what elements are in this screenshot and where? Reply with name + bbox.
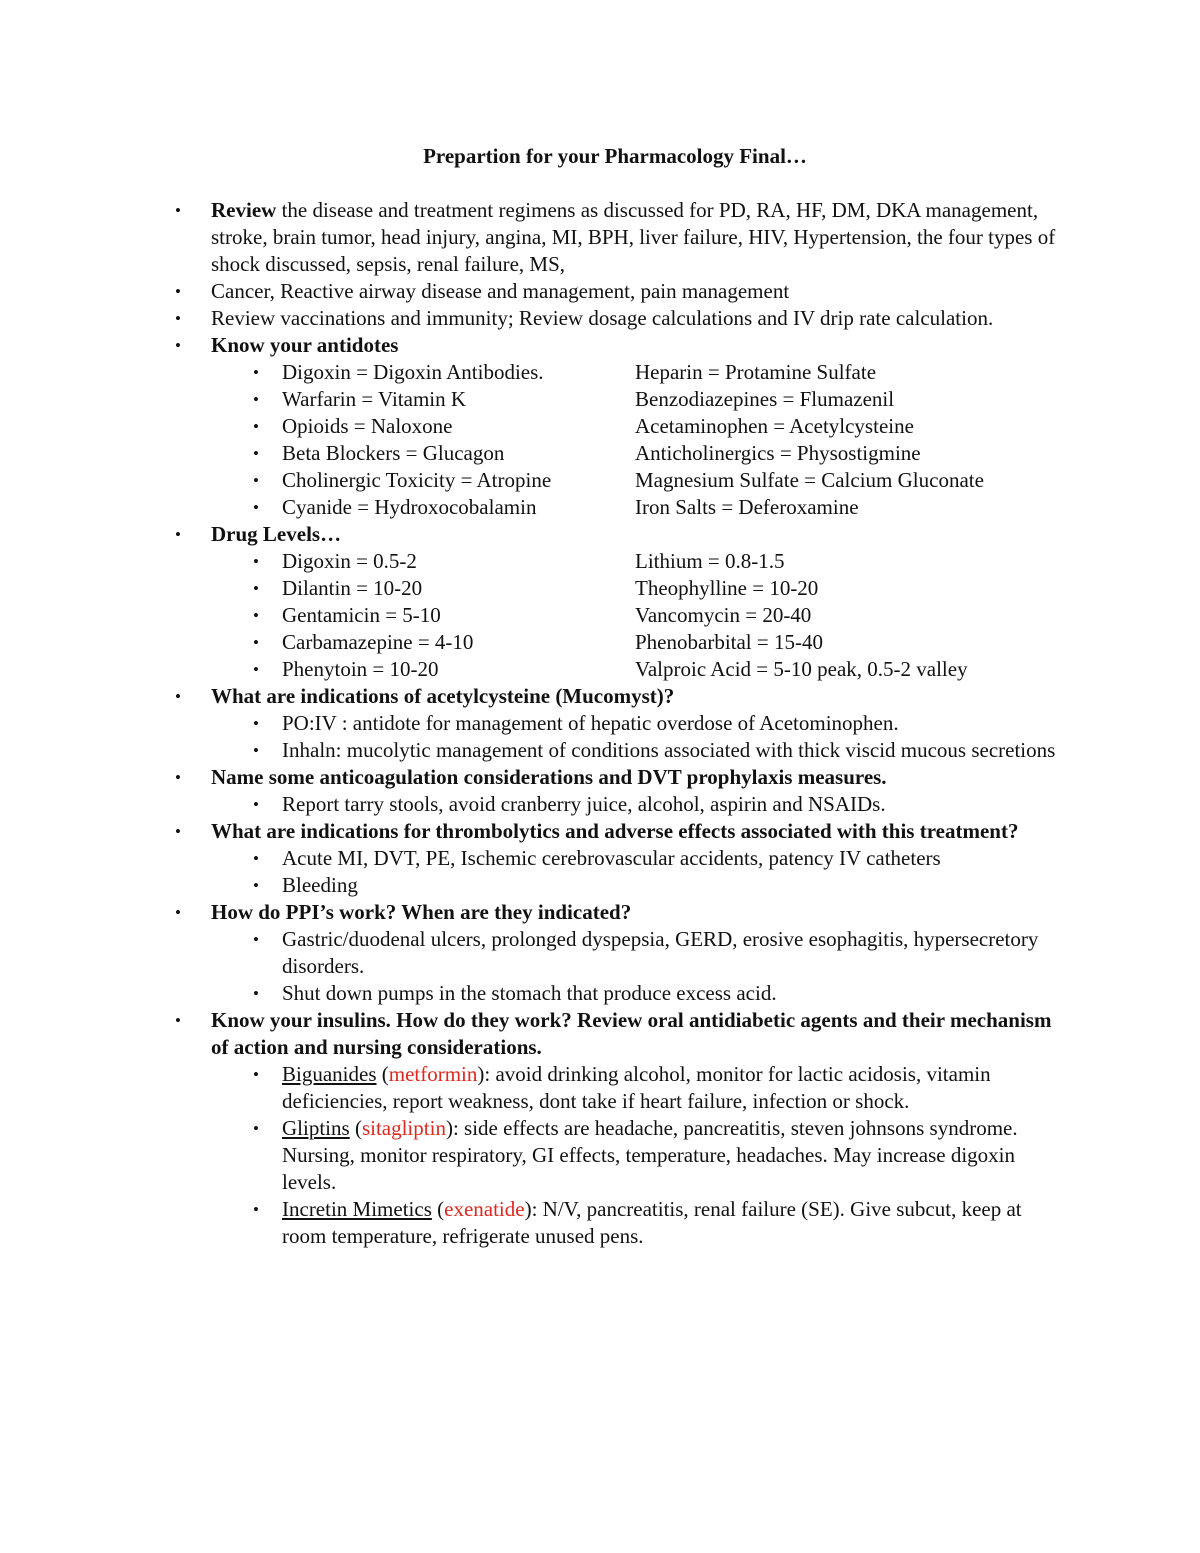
- list-sub-item: [0, 1196, 1062, 1250]
- list-sub-item: [0, 872, 1062, 899]
- bullet-icon: •: [253, 1200, 259, 1219]
- bullet-icon: •: [175, 309, 181, 328]
- thrombolytics-item: Bleeding: [282, 873, 358, 897]
- antidotes-heading: Know your antidotes: [211, 333, 399, 357]
- ppi-heading: How do PPI’s work? When are they indicated?: [211, 900, 632, 924]
- acetylcysteine-item: Inhaln: mucolytic management of conditions associated with thick viscid mucous secretions: [282, 738, 1056, 762]
- antidote-right: Heparin = Protamine Sulfate: [635, 360, 877, 384]
- bullet-icon: •: [175, 1011, 181, 1030]
- list-sub-item: [0, 845, 1062, 872]
- list-item-vaccinations: [0, 305, 1061, 332]
- list-item-anticoagulation: [0, 764, 1061, 791]
- drug-level-row: [0, 575, 1062, 602]
- list-item-review: [0, 197, 1061, 278]
- drug-name: metformin: [388, 1062, 478, 1086]
- antidote-row: [0, 440, 1062, 467]
- bullet-icon: •: [253, 660, 259, 679]
- bullet-icon: •: [253, 444, 259, 463]
- bullet-icon: •: [253, 390, 259, 409]
- bullet-icon: •: [175, 687, 181, 706]
- bullet-icon: •: [253, 930, 259, 949]
- bullet-icon: •: [253, 606, 259, 625]
- anticoag-heading: Name some anticoagulation considerations and DVT prophylaxis measures.: [211, 765, 887, 789]
- antidote-left: Digoxin = Digoxin Antibodies.: [282, 360, 544, 384]
- drug-level-left: Dilantin = 10-20: [282, 576, 423, 600]
- review-text: the disease and treatment regimens as discussed for PD, RA, HF, DM, DKA management, stroke, brain tumor, head injury, angina, MI, BPH, liver failure, HIV, Hypertension, the four types of shock discussed, sepsis, renal failure, MS,: [211, 198, 1056, 276]
- bullet-icon: •: [175, 201, 181, 220]
- drug-class: Biguanides: [282, 1062, 377, 1086]
- bullet-icon: •: [175, 525, 181, 544]
- drug-name: exenatide: [444, 1197, 525, 1221]
- list-item-ppi: [0, 899, 1061, 926]
- document-body: [0, 197, 1200, 1250]
- drug-level-row: [0, 548, 1062, 575]
- list-item-insulins: [0, 1007, 1061, 1061]
- list-item-thrombolytics: [0, 818, 1061, 845]
- acetylcysteine-item: PO:IV : antidote for management of hepatic overdose of Acetominophen.: [282, 711, 899, 735]
- drug-class: Gliptins: [282, 1116, 350, 1140]
- list-sub-item: [0, 737, 1062, 764]
- bullet-icon: •: [253, 795, 259, 814]
- bullet-icon: •: [253, 714, 259, 733]
- drug-levels-heading: Drug Levels…: [211, 522, 342, 546]
- review-bold: Review: [211, 198, 277, 222]
- vaccinations-text: Review vaccinations and immunity; Review dosage calculations and IV drip rate calculation.: [211, 306, 994, 330]
- open-paren: (: [431, 1197, 445, 1221]
- bullet-icon: •: [253, 849, 259, 868]
- close-paren: ): [477, 1062, 485, 1086]
- drug-notes: : avoid drinking alcohol, monitor for lactic acidosis, vitamin deficiencies, report weakness, dont take if heart failure, infection or shock.: [282, 1062, 991, 1113]
- drug-level-left: Digoxin = 0.5-2: [282, 549, 417, 573]
- bullet-icon: •: [253, 579, 259, 598]
- list-item-antidotes: [0, 332, 1061, 359]
- antidote-row: [0, 413, 1062, 440]
- bullet-icon: •: [253, 417, 259, 436]
- antidote-row: [0, 467, 1062, 494]
- list-sub-item: [0, 710, 1062, 737]
- drug-level-right: Lithium = 0.8-1.5: [635, 549, 785, 573]
- list-item-drug-levels: [0, 521, 1061, 548]
- drug-level-left: Phenytoin = 10-20: [282, 657, 439, 681]
- antidote-row: [0, 386, 1062, 413]
- bullet-icon: •: [175, 282, 181, 301]
- anticoag-item: Report tarry stools, avoid cranberry juice, alcohol, aspirin and NSAIDs.: [282, 792, 886, 816]
- drug-level-right: Phenobarbital = 15-40: [635, 630, 823, 654]
- drug-level-right: Vancomycin = 20-40: [635, 603, 812, 627]
- bullet-icon: •: [253, 1119, 259, 1138]
- antidote-right: Magnesium Sulfate = Calcium Gluconate: [635, 468, 984, 492]
- list-sub-item: [0, 791, 1062, 818]
- list-item-cancer: [0, 278, 1061, 305]
- bullet-icon: •: [253, 471, 259, 490]
- bullet-icon: •: [253, 876, 259, 895]
- list-item-acetylcysteine: [0, 683, 1061, 710]
- antidote-left: Beta Blockers = Glucagon: [282, 441, 505, 465]
- bullet-icon: •: [175, 822, 181, 841]
- antidote-row: [0, 494, 1062, 521]
- drug-level-right: Theophylline = 10-20: [635, 576, 819, 600]
- bullet-icon: •: [253, 363, 259, 382]
- drug-level-row: [0, 656, 1062, 683]
- open-paren: (: [376, 1062, 389, 1086]
- list-sub-item: [0, 1061, 1062, 1115]
- ppi-item: Gastric/duodenal ulcers, prolonged dyspepsia, GERD, erosive esophagitis, hypersecretory disorders.: [282, 927, 1039, 978]
- drug-level-right: Valproic Acid = 5-10 peak, 0.5-2 valley: [635, 657, 968, 681]
- cancer-text: Cancer, Reactive airway disease and management, pain management: [211, 279, 790, 303]
- page-title: Prepartion for your Pharmacology Final…: [423, 144, 807, 168]
- antidote-right: Benzodiazepines = Flumazenil: [635, 387, 895, 411]
- antidote-right: Anticholinergics = Physostigmine: [635, 441, 921, 465]
- ppi-item: Shut down pumps in the stomach that produce excess acid.: [282, 981, 777, 1005]
- bullet-icon: •: [253, 984, 259, 1003]
- drug-notes: : side effects are headache, pancreatitis, steven johnsons syndrome. Nursing, monitor respiratory, GI effects, temperature, headaches. May increase digoxin levels.: [282, 1116, 1018, 1194]
- list-sub-item: [0, 980, 1062, 1007]
- close-paren: ): [445, 1116, 453, 1140]
- antidote-right: Iron Salts = Deferoxamine: [635, 495, 859, 519]
- drug-level-left: Gentamicin = 5-10: [282, 603, 441, 627]
- antidote-right: Acetaminophen = Acetylcysteine: [635, 414, 914, 438]
- antidote-left: Cyanide = Hydroxocobalamin: [282, 495, 537, 519]
- drug-class: Incretin Mimetics: [282, 1197, 432, 1221]
- list-sub-item: [0, 926, 1062, 980]
- drug-name: sitagliptin: [361, 1116, 446, 1140]
- bullet-icon: •: [253, 498, 259, 517]
- drug-level-row: [0, 629, 1062, 656]
- antidote-row: [0, 359, 1062, 386]
- drug-level-left: Carbamazepine = 4-10: [282, 630, 474, 654]
- list-sub-item: [0, 1115, 1062, 1196]
- drug-level-row: [0, 602, 1062, 629]
- bullet-icon: •: [253, 1065, 259, 1084]
- antidote-left: Opioids = Naloxone: [282, 414, 453, 438]
- thrombolytics-item: Acute MI, DVT, PE, Ischemic cerebrovascular accidents, patency IV catheters: [282, 846, 941, 870]
- antidote-left: Warfarin = Vitamin K: [282, 387, 467, 411]
- bullet-icon: •: [253, 633, 259, 652]
- antidote-left: Cholinergic Toxicity = Atropine: [282, 468, 552, 492]
- bullet-icon: •: [175, 768, 181, 787]
- bullet-icon: •: [175, 903, 181, 922]
- bullet-icon: •: [253, 741, 259, 760]
- bullet-icon: •: [253, 552, 259, 571]
- open-paren: (: [349, 1116, 362, 1140]
- acetylcysteine-heading: What are indications of acetylcysteine (Mucomyst)?: [211, 684, 675, 708]
- insulins-heading: Know your insulins. How do they work? Review oral antidiabetic agents and their mechanism of action and nursing considerations.: [211, 1008, 1052, 1059]
- thrombolytics-heading: What are indications for thrombolytics and adverse effects associated with this treatment?: [211, 819, 1019, 843]
- drug-notes: : N/V, pancreatitis, renal failure (SE). Give subcut, keep at room temperature, refrigerate unused pens.: [282, 1197, 1022, 1248]
- bullet-icon: •: [175, 336, 181, 355]
- close-paren: ): [524, 1197, 532, 1221]
